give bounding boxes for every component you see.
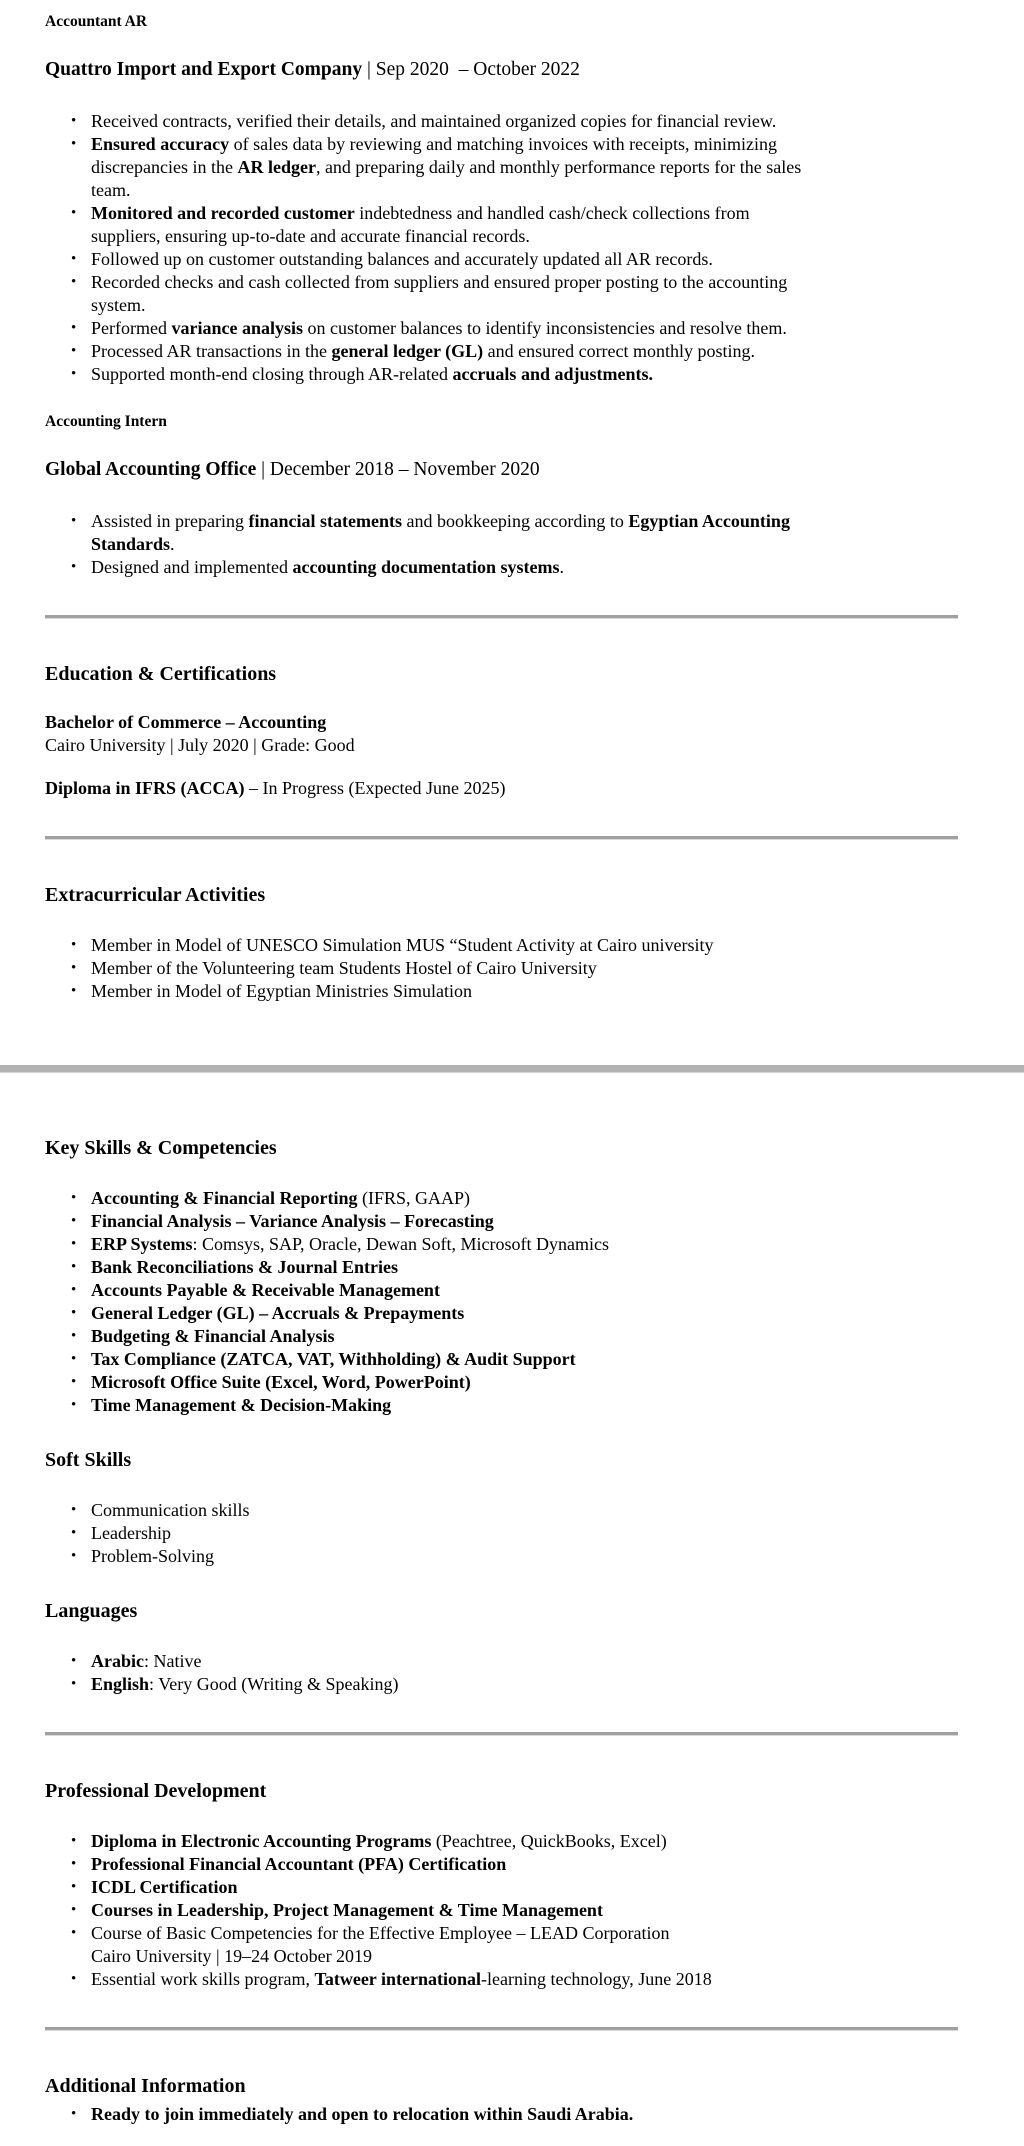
text-run: Problem-Solving <box>91 1546 215 1566</box>
bold-text-run: accounting documentation systems <box>292 557 560 577</box>
text-run: Performed <box>91 318 172 338</box>
text-run: -learning technology, June 2018 <box>480 1969 712 1989</box>
bold-text-run: Quattro Import and Export Company <box>45 59 363 80</box>
text-run: | Sep 2020 – October 2022 <box>362 59 580 80</box>
text-run: discrepancies in the <box>91 157 238 177</box>
text-run: Member in Model of UNESCO Simulation MUS “Student Activity at Cairo university <box>91 935 714 955</box>
bullet-item <box>45 1853 979 1876</box>
bullet-item <box>45 1302 979 1325</box>
bullet-item <box>45 1279 979 1302</box>
bold-text-run: Languages <box>45 1600 138 1622</box>
job-title <box>45 412 958 432</box>
bold-text-run: Education & Certifications <box>45 663 277 685</box>
section-heading <box>45 661 958 687</box>
bold-text-run: financial statements <box>248 511 402 531</box>
bold-text-run: Key Skills & Competencies <box>45 1137 277 1159</box>
bullet-item <box>45 1187 979 1210</box>
page-break <box>0 1065 1024 1073</box>
bullet-item <box>45 248 979 271</box>
bold-text-run: Diploma in Electronic Accounting Programs <box>91 1831 432 1851</box>
text-run: Processed AR transactions in the <box>91 341 332 361</box>
bold-text-run: ERP Systems <box>91 1234 193 1254</box>
text-run: Essential work skills program, <box>91 1969 315 1989</box>
bold-text-run: Ensured accuracy <box>91 134 230 154</box>
text-run: team. <box>91 180 131 200</box>
text-run: Recorded checks and cash collected from suppliers and ensured proper posting to the accounting <box>91 272 788 292</box>
text-run: system. <box>91 295 146 315</box>
bullet-list <box>45 2103 979 2126</box>
text-run: Course of Basic Competencies for the Effective Employee – LEAD Corporation <box>91 1923 670 1943</box>
bold-text-run: Financial Analysis – Variance Analysis – Forecasting <box>91 1211 494 1231</box>
bullet-item <box>45 1394 979 1417</box>
text-run: on customer balances to identify inconsistencies and resolve them. <box>303 318 787 338</box>
section-heading <box>45 1135 958 1161</box>
bold-text-run: Standards <box>91 534 171 554</box>
section-heading <box>45 1598 958 1624</box>
bold-text-run: English <box>91 1674 150 1694</box>
section-heading <box>45 1447 958 1473</box>
bullet-item <box>45 934 979 957</box>
bold-text-run: Time Management & Decision-Making <box>91 1395 392 1415</box>
text-run: , and preparing daily and monthly performance reports for the sales <box>315 157 802 177</box>
text-run: Member of the Volunteering team Students Hostel of Cairo University <box>91 958 597 978</box>
bullet-item <box>45 271 979 317</box>
bullet-item <box>45 202 979 248</box>
company-line <box>45 458 958 482</box>
bold-text-run: Accounting & Financial Reporting <box>91 1188 358 1208</box>
bullet-item <box>45 340 979 363</box>
bullet-item <box>45 110 979 133</box>
bullet-item <box>45 1922 979 1968</box>
bold-text-run: Tatweer international <box>314 1969 481 1989</box>
text-run: Leadership <box>91 1523 171 1543</box>
bold-text-run: Ready to join immediately and open to relocation within Saudi Arabia. <box>91 2104 634 2124</box>
bullet-item <box>45 1256 979 1279</box>
bold-text-run: Bachelor of Commerce – Accounting <box>45 712 327 732</box>
text-run: (Peachtree, QuickBooks, Excel) <box>431 1831 667 1851</box>
bullet-item <box>45 1348 979 1371</box>
bold-text-run: variance analysis <box>171 318 303 338</box>
bold-text-run: Microsoft Office Suite (Excel, Word, PowerPoint) <box>91 1372 471 1392</box>
text-run: : Comsys, SAP, Oracle, Dewan Soft, Microsoft Dynamics <box>192 1234 609 1254</box>
bullet-item <box>45 1673 979 1696</box>
job-title <box>45 12 958 32</box>
bullet-item <box>45 957 979 980</box>
bold-text-run: Professional Financial Accountant (PFA) Certification <box>91 1854 507 1874</box>
text-run: Supported month-end closing through AR-related <box>91 364 453 384</box>
bullet-list <box>45 1187 979 1417</box>
company-line <box>45 58 958 82</box>
bullet-item <box>45 1899 979 1922</box>
bold-text-run: Soft Skills <box>45 1449 132 1471</box>
bold-text-run: General Ledger (GL) – Accruals & Prepayments <box>91 1303 465 1323</box>
text-run: . <box>559 557 564 577</box>
bold-text-run: accruals and adjustments. <box>452 364 653 384</box>
bullet-item <box>45 1876 979 1899</box>
text-run: : Native <box>144 1651 202 1671</box>
bullet-item <box>45 1210 979 1233</box>
bullet-list <box>45 1499 979 1568</box>
bold-text-run: Budgeting & Financial Analysis <box>91 1326 335 1346</box>
bullet-item <box>45 1545 979 1568</box>
bullet-item <box>45 1371 979 1394</box>
bold-text-run: ICDL Certification <box>91 1877 238 1897</box>
bullet-list <box>45 934 979 1003</box>
section-heading <box>45 882 958 908</box>
section-separator <box>45 615 958 619</box>
bold-text-run: Courses in Leadership, Project Management & Time Management <box>91 1900 603 1920</box>
bold-text-run: AR ledger <box>237 157 316 177</box>
bullet-item <box>45 980 979 1003</box>
bullet-item <box>45 1968 979 1991</box>
bullet-list <box>45 1650 979 1696</box>
bullet-item <box>45 556 979 579</box>
section-separator <box>45 2027 958 2031</box>
bold-text-run: Accounting Intern <box>45 413 167 430</box>
bold-text-run: Monitored and recorded customer <box>91 203 355 223</box>
section-heading <box>45 1778 958 1804</box>
text-run: | December 2018 – November 2020 <box>256 459 540 480</box>
text-run: and ensured correct monthly posting. <box>483 341 756 361</box>
text-run: – In Progress (Expected June 2025) <box>244 778 506 798</box>
bold-text-run: Diploma in IFRS (ACCA) <box>45 778 245 798</box>
bullet-item <box>45 1233 979 1256</box>
section-separator <box>45 836 958 840</box>
text-run: Designed and implemented <box>91 557 293 577</box>
bullet-list <box>45 1830 979 1991</box>
text-run: Cairo University | 19–24 October 2019 <box>91 1946 373 1966</box>
bullet-item <box>45 510 979 556</box>
text-run: and bookkeeping according to <box>401 511 629 531</box>
bullet-item <box>45 1522 979 1545</box>
text-run: : Very Good (Writing & Speaking) <box>149 1674 399 1694</box>
bold-text-run: general ledger (GL) <box>331 341 484 361</box>
text-run: suppliers, ensuring up-to-date and accurate financial records. <box>91 226 530 246</box>
bold-text-run: Egyptian Accounting <box>628 511 790 531</box>
bullet-list <box>45 110 979 386</box>
bullet-list <box>45 510 979 579</box>
text-run: Member in Model of Egyptian Ministries Simulation <box>91 981 472 1001</box>
bullet-item <box>45 1499 979 1522</box>
text-run: Communication skills <box>91 1500 250 1520</box>
bullet-item <box>45 133 979 202</box>
bullet-item <box>45 317 979 340</box>
bold-text-run: Tax Compliance (ZATCA, VAT, Withholding) & Audit Support <box>91 1349 576 1369</box>
text-run: indebtedness and handled cash/check collections from <box>354 203 750 223</box>
section-separator <box>45 1732 958 1736</box>
text-run: Assisted in preparing <box>91 511 249 531</box>
text-run: of sales data by reviewing and matching invoices with receipts, minimizing <box>229 134 778 154</box>
bold-text-run: Accounts Payable & Receivable Management <box>91 1280 440 1300</box>
text-run: Cairo University | July 2020 | Grade: Good <box>45 735 355 755</box>
paragraph <box>45 777 958 800</box>
bold-text-run: Professional Development <box>45 1780 267 1802</box>
text-run: (IFRS, GAAP) <box>357 1188 471 1208</box>
bullet-item <box>45 1325 979 1348</box>
bullet-item <box>45 363 979 386</box>
bold-text-run: Extracurricular Activities <box>45 884 266 906</box>
bold-text-run: Bank Reconciliations & Journal Entries <box>91 1257 399 1277</box>
bold-text-run: Arabic <box>91 1651 144 1671</box>
text-run: Followed up on customer outstanding balances and accurately updated all AR records. <box>91 249 713 269</box>
text-run: Received contracts, verified their details, and maintained organized copies for financial review. <box>91 111 777 131</box>
text-run: . <box>170 534 175 554</box>
paragraph <box>45 711 958 757</box>
bullet-item <box>45 1830 979 1853</box>
bold-text-run: Additional Information <box>45 2075 246 2097</box>
section-heading <box>45 2073 958 2099</box>
bullet-item <box>45 2103 979 2126</box>
bold-text-run: Accountant AR <box>45 13 148 30</box>
bullet-item <box>45 1650 979 1673</box>
bold-text-run: Global Accounting Office <box>45 459 257 480</box>
